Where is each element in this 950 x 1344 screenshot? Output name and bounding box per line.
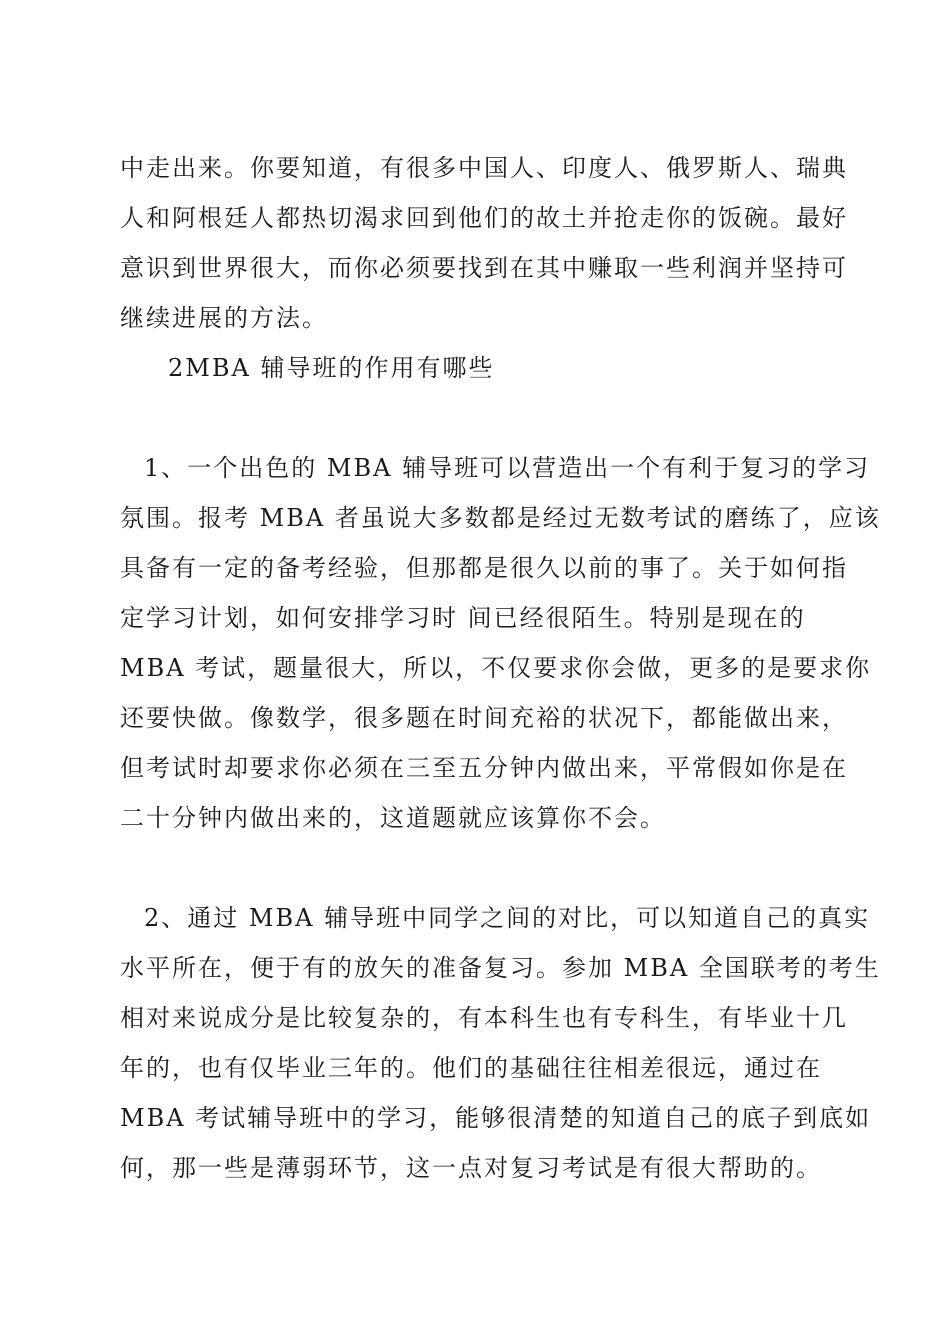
text-line: 还要快做。像数学，很多题在时间充裕的状况下，都能做出来， xyxy=(120,704,848,732)
text-line: 具备有一定的备考经验，但那都是很久以前的事了。关于如何指 xyxy=(120,554,848,582)
text-line: 1、一个出色的 MBA 辅导班可以营造出一个有利于复习的学习 xyxy=(144,454,871,482)
text-line: MBA 考试辅导班中的学习，能够很清楚的知道自己的底子到底如 xyxy=(120,1104,872,1132)
text-line: MBA 考试，题量很大，所以，不仅要求你会做，更多的是要求你 xyxy=(120,654,872,682)
text-line: 相对来说成分是比较复杂的，有本科生也有专科生，有毕业十几 xyxy=(120,1004,848,1032)
text-line: 人和阿根廷人都热切渴求回到他们的故土并抢走你的饭碗。最好 xyxy=(120,204,848,232)
text-line: 2、通过 MBA 辅导班中同学之间的对比，可以知道自己的真实 xyxy=(144,904,871,932)
text-line: 意识到世界很大，而你必须要找到在其中赚取一些利润并坚持可 xyxy=(120,254,848,282)
text-line: 年的，也有仅毕业三年的。他们的基础往往相差很远，通过在 xyxy=(120,1054,822,1082)
text-line: 中走出来。你要知道，有很多中国人、印度人、俄罗斯人、瑞典 xyxy=(120,154,848,182)
text-line: 氛围。报考 MBA 者虽说大多数都是经过无数考试的磨练了，应该 xyxy=(120,504,881,532)
text-line: 二十分钟内做出来的，这道题就应该算你不会。 xyxy=(120,804,666,832)
text-line: 定学习计划，如何安排学习时 间已经很陌生。特别是现在的 xyxy=(120,604,806,632)
section-heading: 2MBA 辅导班的作用有哪些 xyxy=(168,354,495,382)
text-line: 但考试时却要求你必须在三至五分钟内做出来，平常假如你是在 xyxy=(120,754,848,782)
text-line: 水平所在，便于有的放矢的准备复习。参加 MBA 全国联考的考生 xyxy=(120,954,881,982)
text-line: 何，那一些是薄弱环节，这一点对复习考试是有很大帮助的。 xyxy=(120,1154,822,1182)
text-line: 继续进展的方法。 xyxy=(120,304,328,332)
